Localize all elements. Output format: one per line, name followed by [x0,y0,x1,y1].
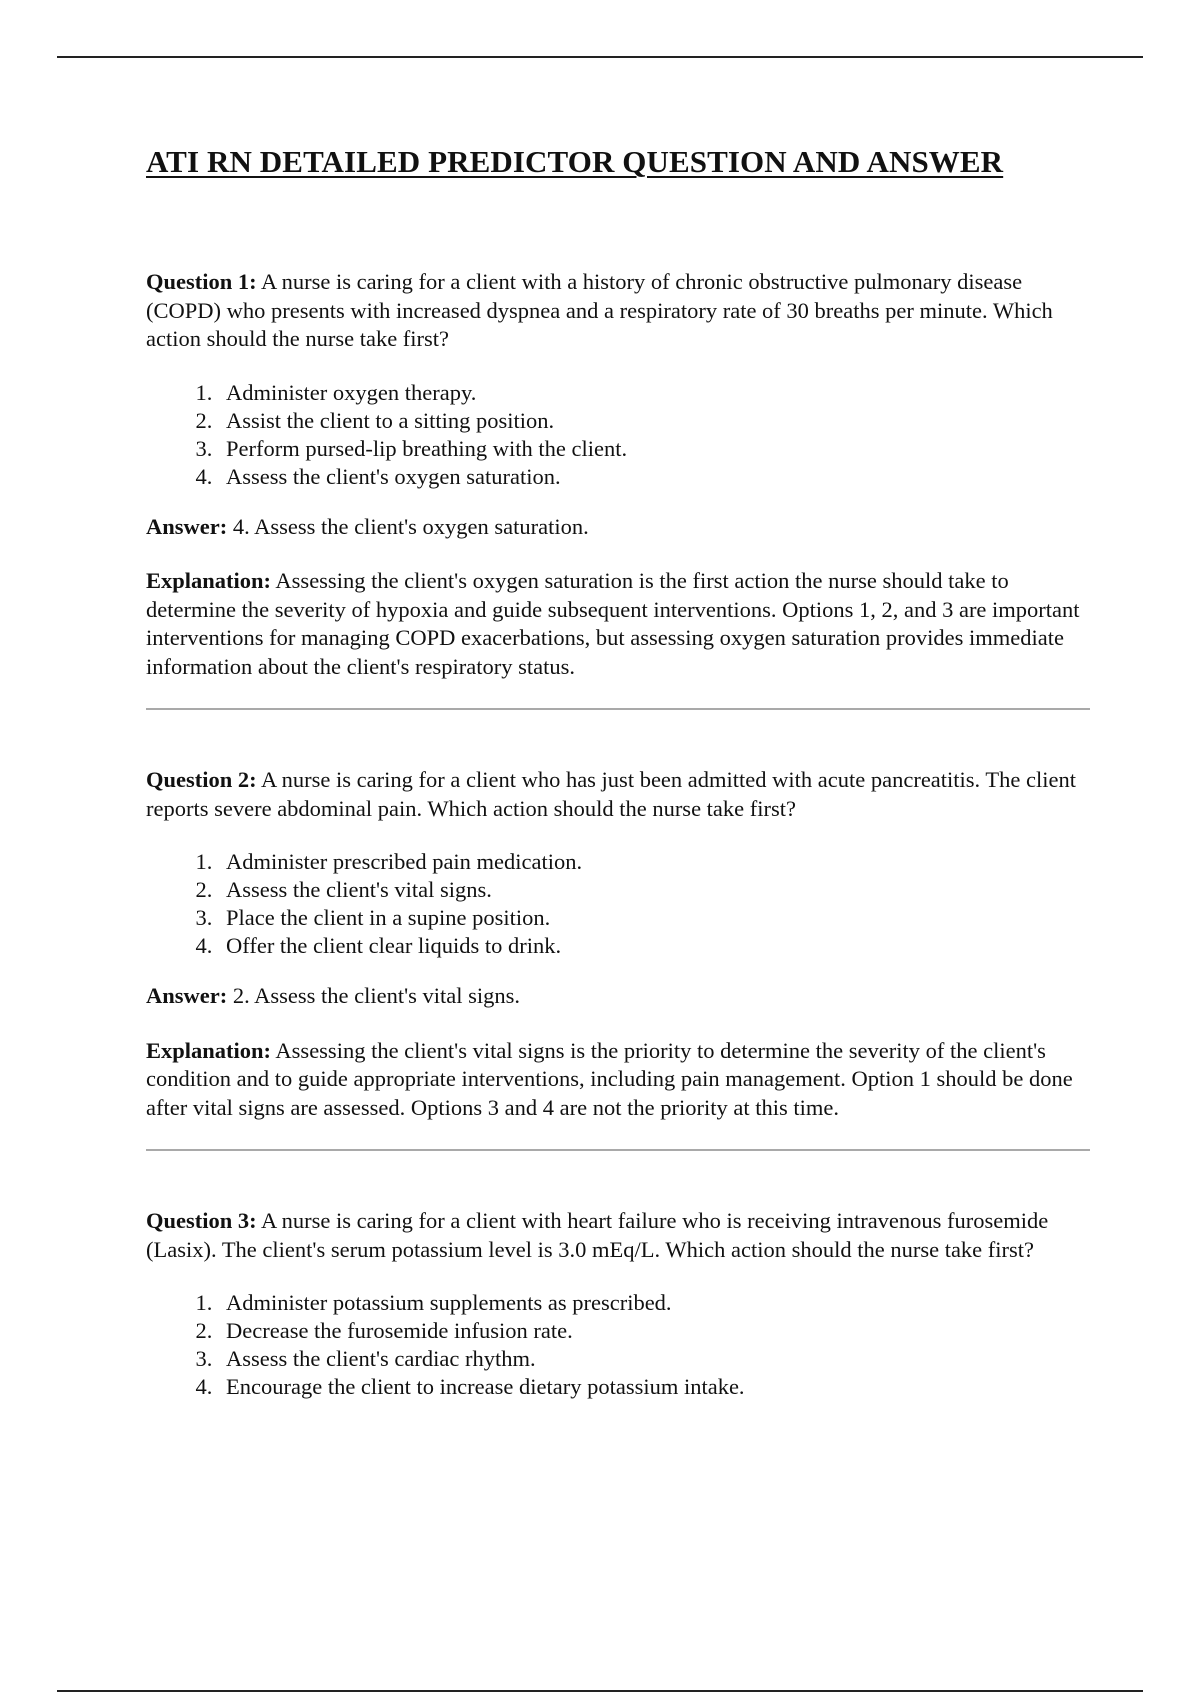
options-list [146,848,1090,960]
answer-text: 2. Assess the client's vital signs. [227,983,521,1008]
question-text: A nurse is caring for a client with heart failure who is receiving intravenous furosemide (Lasix). The client's serum potassium level is 3.0 mEq/L. Which action should the nurse take first? [146,1208,1049,1262]
question-text: A nurse is caring for a client who has just been admitted with acute pancreatitis. The client reports severe abdominal pain. Which action should the nurse take first? [146,767,1076,821]
answer [146,982,1090,1011]
section-divider [146,708,1090,710]
option-item: 3. Place the client in a supine position. [218,904,1090,932]
explanation-label: Explanation: [146,1037,272,1063]
explanation [146,567,1090,681]
explanation-text: Assessing the client's oxygen saturation is the first action the nurse should take to determine the severity of hypoxia and guide subsequent interventions. Options 1, 2, and 3 are important interventions for managing COPD exacerbations, but assessing oxygen saturation provides immediate information about the client's respiratory status. [146,568,1080,679]
option-item: 4. Assess the client's oxygen saturation. [218,463,1090,491]
option-item: 4. Offer the client clear liquids to drink. [218,932,1090,960]
question-label: Question 2: [146,767,257,792]
question-2 [146,766,1090,1151]
question-3 [146,1207,1090,1401]
explanation-label: Explanation: [146,568,272,593]
explanation-text: Assessing the client's vital signs is the priority to determine the severity of the client's condition and to guide appropriate interventions, including pain management. Option 1 should be done after vital signs are assessed. Options 3 and 4 are not the priority at this time. [146,1037,1073,1120]
question-stem [146,1207,1090,1264]
question-label: Question 3: [146,1208,257,1233]
option-item: 2. Assist the client to a sitting position. [218,407,1090,435]
options-list [146,379,1090,491]
option-item: 1. Administer prescribed pain medication. [218,848,1090,876]
option-item: 1. Administer oxygen therapy. [218,379,1090,407]
top-rule [57,56,1143,58]
answer-label: Answer: [146,513,228,539]
explanation [146,1037,1090,1123]
question-1 [146,268,1090,710]
question-label: Question 1: [146,269,257,294]
answer [146,513,1090,542]
question-stem [146,766,1090,823]
document-title: ATI RN DETAILED PREDICTOR QUESTION AND ANSWER [146,144,1004,179]
option-item: 2. Decrease the furosemide infusion rate. [218,1317,1090,1345]
answer-label: Answer: [146,983,228,1008]
options-list [146,1289,1090,1401]
option-item: 2. Assess the client's vital signs. [218,876,1090,904]
option-item: 1. Administer potassium supplements as prescribed. [218,1289,1090,1317]
option-item: 3. Assess the client's cardiac rhythm. [218,1345,1090,1373]
answer-text: 4. Assess the client's oxygen saturation. [227,513,589,539]
document-body [146,144,1090,1401]
question-text: A nurse is caring for a client with a history of chronic obstructive pulmonary disease (COPD) who presents with increased dyspnea and a respiratory rate of 30 breaths per minute. Which action should the nurse take first? [146,269,1053,351]
section-divider [146,1149,1090,1151]
question-stem [146,268,1090,354]
option-item: 4. Encourage the client to increase dietary potassium intake. [218,1373,1090,1401]
bottom-rule [57,1690,1143,1692]
option-item: 3. Perform pursed-lip breathing with the client. [218,435,1090,463]
